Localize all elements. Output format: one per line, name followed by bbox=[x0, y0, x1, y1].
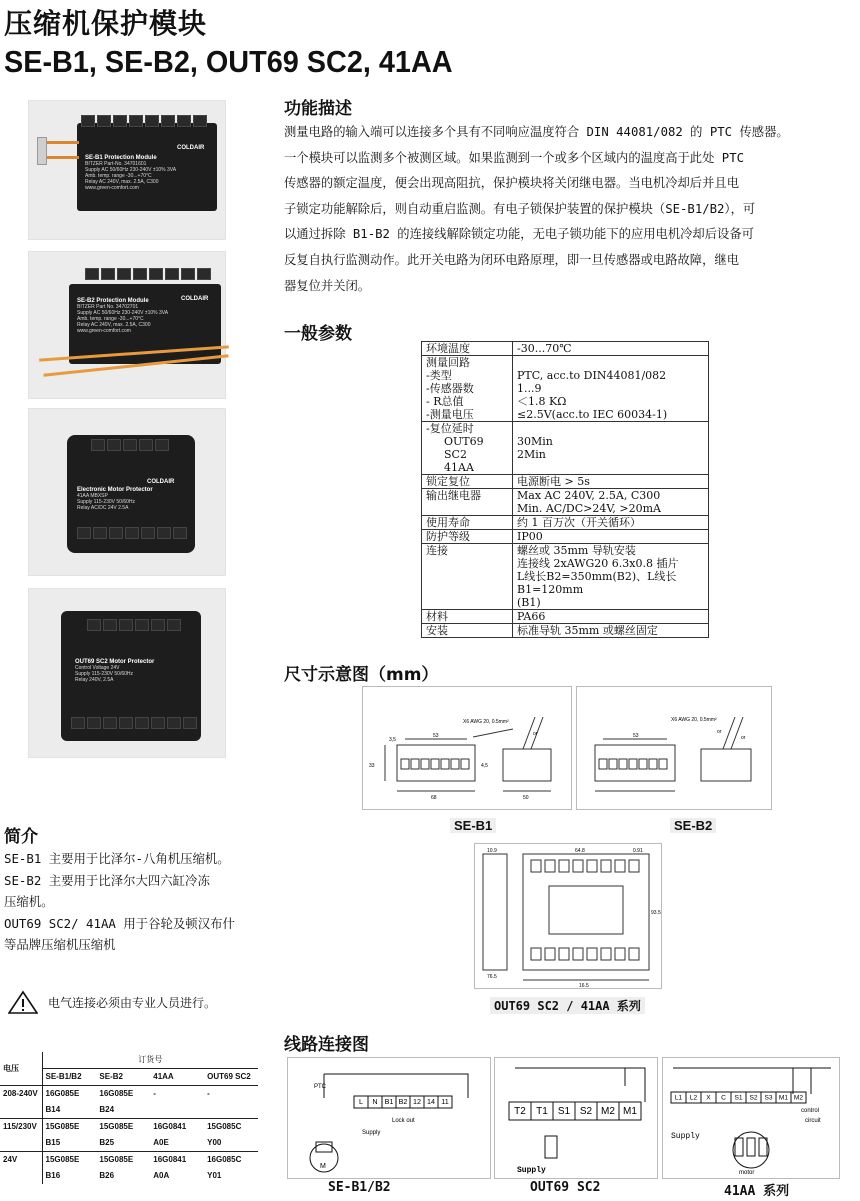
function-line: 子锁定功能解除后，则自动重启监测。有电子锁保护装置的保护模块（SE-B1/B2），可 bbox=[284, 201, 756, 216]
order-code: 16G085E B14 bbox=[42, 1086, 96, 1119]
brand-logo: COLDAIR bbox=[147, 479, 175, 485]
wire-label: motor bbox=[739, 1170, 755, 1176]
module-line: Supply 115-230V 50/60Hz bbox=[75, 671, 134, 677]
param-value bbox=[513, 342, 709, 356]
terminal-strip-bottom bbox=[71, 717, 197, 729]
param-key bbox=[422, 516, 513, 530]
module-line: 41AA MBXSP bbox=[77, 493, 108, 499]
col-header: 41AA bbox=[150, 1069, 204, 1086]
caption-wiring-out69: OUT69 SC2 bbox=[530, 1180, 601, 1195]
params-row bbox=[422, 530, 709, 544]
params-row bbox=[422, 356, 709, 422]
function-line: 一个模块可以监测多个被测区域。如果监测到一个或多个区域内的温度高于此处 PTC bbox=[284, 150, 745, 165]
terminal-label: 14 bbox=[427, 1097, 435, 1107]
wire-connector bbox=[37, 137, 47, 165]
module-label bbox=[77, 487, 153, 511]
wire-label: circuit bbox=[805, 1118, 821, 1124]
dim-drawing-se-b1 bbox=[362, 686, 572, 810]
photo-se-b2 bbox=[28, 251, 226, 399]
wiring-se-b1 bbox=[287, 1057, 491, 1179]
caption-se-b2: SE-B2 bbox=[670, 818, 716, 833]
terminal-label: L bbox=[359, 1097, 363, 1107]
order-code: 15G085C Y00 bbox=[204, 1119, 258, 1152]
params-row bbox=[422, 342, 709, 356]
dim-label: 53 bbox=[433, 733, 439, 739]
dim-label: 3,5 bbox=[389, 737, 396, 743]
order-header: 订货号 bbox=[138, 1055, 163, 1064]
module-body bbox=[77, 123, 217, 211]
param-key-line: 输出继电器 bbox=[426, 489, 481, 502]
order-code: 16G085C Y01 bbox=[204, 1152, 258, 1185]
intro-text bbox=[4, 848, 274, 956]
param-value-line bbox=[517, 356, 704, 369]
param-value-line: 1...9 bbox=[517, 382, 542, 395]
param-key bbox=[422, 624, 513, 638]
terminal-label: M1 bbox=[623, 1106, 637, 1118]
terminal-label: B1 bbox=[384, 1097, 394, 1107]
param-value-line: ≤2.5V(acc.to IEC 60034-1) bbox=[517, 408, 668, 421]
terminal-label: 12 bbox=[413, 1097, 421, 1107]
param-key bbox=[422, 610, 513, 624]
param-value-line: 连接线 2xAWG20 6.3x0.8 插片 bbox=[517, 557, 679, 570]
param-value bbox=[513, 475, 709, 489]
terminal-strip bbox=[85, 268, 211, 280]
param-key bbox=[422, 475, 513, 489]
col-header: OUT69 SC2 bbox=[204, 1069, 258, 1086]
dim-label: 0.91 bbox=[633, 848, 643, 854]
module-line: Supply AC 50/60Hz 230-240V ±10% 3VA bbox=[77, 310, 169, 316]
terminal-label: S1 bbox=[734, 1094, 743, 1102]
terminal-label: C bbox=[721, 1094, 726, 1102]
model-title: SE-B1, SE-B2, OUT69 SC2, 41AA bbox=[4, 44, 453, 79]
terminal-strip-top bbox=[91, 439, 169, 451]
param-value-line: 标准导轨 35mm 或螺丝固定 bbox=[517, 624, 658, 637]
dim-label: 76.5 bbox=[487, 974, 497, 980]
param-key-line: -测量电压 bbox=[426, 408, 474, 421]
function-line: 器复位并关闭。 bbox=[284, 278, 371, 293]
param-value-line: 2Min bbox=[517, 448, 546, 461]
dim-se-b2-svg bbox=[577, 687, 771, 809]
param-key-line: 安装 bbox=[426, 624, 448, 637]
col-header: SE-B2 bbox=[96, 1069, 150, 1086]
terminal-strip-bottom bbox=[77, 527, 187, 539]
wire-label: Supply bbox=[517, 1166, 546, 1175]
module-line: Amb. temp. range -30...+70°C bbox=[77, 316, 144, 322]
function-line: 测量电路的输入端可以连接多个具有不同响应温度符合 DIN 44081/082 的 PTC 传感器。 bbox=[284, 125, 789, 139]
param-value-line: ＜1.8 KΩ bbox=[517, 395, 567, 408]
order-code: - bbox=[204, 1086, 258, 1119]
wiring-heading: 线路连接图 bbox=[284, 1035, 369, 1055]
param-value-line: PA66 bbox=[517, 610, 546, 623]
dim-label: 64.8 bbox=[575, 848, 585, 854]
param-key bbox=[422, 530, 513, 544]
module-title: SE-B1 Protection Module bbox=[85, 155, 157, 161]
module-line: Relay AC/DC 24V 2.5A bbox=[77, 505, 129, 511]
module-url: www.green-comfort.com bbox=[85, 185, 139, 191]
module-label bbox=[85, 155, 176, 191]
params-row bbox=[422, 516, 709, 530]
wiring-se-b1-svg bbox=[288, 1058, 490, 1178]
param-value-line: PTC, acc.to DIN44081/082 bbox=[517, 369, 667, 382]
order-voltage: 115/230V bbox=[0, 1119, 42, 1152]
params-table bbox=[421, 341, 709, 638]
dim-label: 16.5 bbox=[579, 983, 589, 988]
terminal-label: M2 bbox=[793, 1094, 804, 1102]
params-row bbox=[422, 422, 709, 475]
param-key-line: 测量回路 bbox=[426, 356, 470, 369]
order-code: 15G085E B15 bbox=[42, 1119, 96, 1152]
module-title: Electronic Motor Protector bbox=[77, 487, 153, 493]
terminal-label: L1 bbox=[674, 1094, 683, 1102]
param-key-line: -传感器数 bbox=[426, 382, 474, 395]
terminal-label: B2 bbox=[398, 1097, 408, 1107]
dim-label: or bbox=[533, 731, 538, 737]
params-row bbox=[422, 544, 709, 610]
dim-label: 50 bbox=[523, 795, 529, 801]
param-value-line: 电源断电 > 5s bbox=[517, 475, 590, 488]
params-heading: 一般参数 bbox=[284, 324, 352, 344]
function-line: 传感器的额定温度，便会出现高阻抗，保护模块将关闭继电器。当电机冷却后并且电 bbox=[284, 176, 739, 191]
dim-label: X6 AWG 20, 0.5mm² bbox=[463, 719, 509, 725]
dim-label: or bbox=[717, 729, 722, 735]
wire-label: M bbox=[320, 1163, 326, 1170]
intro-line: SE-B1 主要用于比泽尔-八角机压缩机。 bbox=[4, 851, 230, 866]
module-label bbox=[75, 659, 154, 683]
function-description bbox=[284, 120, 856, 299]
param-key-line: - R总值 bbox=[426, 395, 464, 408]
dim-out69-svg bbox=[475, 844, 661, 988]
wiring-out69-svg bbox=[495, 1058, 657, 1178]
photo-41aa bbox=[28, 408, 226, 576]
caption-wiring-se-b1: SE-B1/B2 bbox=[328, 1180, 391, 1195]
caption-out69: OUT69 SC2 / 41AA 系列 bbox=[490, 997, 645, 1014]
order-voltage: 208-240V bbox=[0, 1086, 42, 1119]
dim-se-b1-svg bbox=[363, 687, 571, 809]
param-key-line: 连接 bbox=[426, 544, 448, 557]
param-value bbox=[513, 544, 709, 610]
order-code: 15G085E B25 bbox=[96, 1119, 150, 1152]
param-value-line: (B1) bbox=[517, 596, 541, 609]
param-value-line: L线长B2=350mm(B2)、L线长B1=120mm bbox=[517, 570, 677, 596]
order-row bbox=[0, 1119, 258, 1152]
intro-line: OUT69 SC2/ 41AA 用于谷轮及顿汉布什 bbox=[4, 915, 235, 931]
param-key-line: 环境温度 bbox=[426, 342, 470, 355]
photo-se-b1 bbox=[28, 100, 226, 240]
param-value bbox=[513, 489, 709, 516]
param-key-line: 41AA bbox=[444, 461, 474, 474]
dim-label: 10.9 bbox=[487, 848, 497, 854]
module-line: BITZER Part No. 34702701 bbox=[77, 304, 139, 310]
param-value-line: Min. AC/DC>24V, >20mA bbox=[517, 502, 661, 515]
module-line: Relay AC 240V, max. 2.5A, C300 bbox=[85, 179, 159, 185]
function-heading: 功能描述 bbox=[284, 99, 352, 119]
terminal-label: S2 bbox=[579, 1106, 593, 1118]
caption-se-b1: SE-B1 bbox=[450, 818, 496, 833]
module-title: SE-B2 Protection Module bbox=[77, 298, 149, 304]
module-line: Relay AC 240V, max. 2.5A, C300 bbox=[77, 322, 151, 328]
module-line: Control Voltage 24V bbox=[75, 665, 120, 671]
param-key-line: 材料 bbox=[426, 610, 448, 623]
param-value-line: IP00 bbox=[517, 530, 543, 543]
dim-label: 68 bbox=[431, 795, 437, 801]
param-key-line: OUT69 SC2 bbox=[444, 435, 484, 461]
voltage-header: 电压 bbox=[0, 1052, 42, 1086]
caption-wiring-41aa: 41AA 系列 bbox=[724, 1184, 790, 1199]
order-code: 16G0841 A0A bbox=[150, 1152, 204, 1185]
terminal-label: S1 bbox=[557, 1106, 571, 1118]
module-label bbox=[77, 298, 168, 334]
terminal-label: M2 bbox=[601, 1106, 615, 1118]
terminal-label: N bbox=[372, 1097, 378, 1107]
param-key bbox=[422, 356, 513, 422]
function-line: 反复自执行监测动作。此开关电路为闭环电路原理，即一旦传感器或电路故障，继电 bbox=[284, 252, 739, 267]
param-value-line: 约 1 百万次（开关循环） bbox=[517, 516, 641, 529]
terminal-label: T1 bbox=[536, 1106, 548, 1118]
param-key bbox=[422, 342, 513, 356]
param-key bbox=[422, 544, 513, 610]
module-line: Relay 240V, 2.5A bbox=[75, 677, 114, 683]
dim-label: 53 bbox=[633, 733, 639, 739]
intro-line: 等品牌压缩机压缩机 bbox=[4, 937, 116, 952]
order-code: 15G085E B26 bbox=[96, 1152, 150, 1185]
dim-label: 33 bbox=[369, 763, 375, 769]
warning-row bbox=[8, 990, 216, 1014]
order-table bbox=[0, 1052, 258, 1184]
order-code: 15G085E B16 bbox=[42, 1152, 96, 1185]
terminal-label: L2 bbox=[689, 1094, 698, 1102]
order-code: - bbox=[150, 1086, 204, 1119]
module-line: BITZER Part-No. 34701601 bbox=[85, 161, 147, 167]
params-row bbox=[422, 610, 709, 624]
dim-label: X6 AWG 20, 0.5mm² bbox=[671, 717, 717, 723]
param-value-line: Max AC 240V, 2.5A, C300 bbox=[517, 489, 661, 502]
dim-label: 4,5 bbox=[481, 763, 488, 769]
param-value-line: 30Min bbox=[517, 435, 553, 448]
intro-line: 压缩机。 bbox=[4, 894, 54, 909]
param-value bbox=[513, 610, 709, 624]
param-value bbox=[513, 422, 709, 475]
order-row bbox=[0, 1152, 258, 1185]
param-key-line: 使用寿命 bbox=[426, 516, 470, 529]
param-value bbox=[513, 624, 709, 638]
warning-icon bbox=[8, 990, 38, 1014]
function-line: 以通过拆除 B1-B2 的连接线解除锁定功能，无电子锁功能下的应用电机冷却后设备可 bbox=[284, 227, 754, 242]
dim-label: or bbox=[741, 735, 746, 741]
dim-drawing-se-b2 bbox=[576, 686, 772, 810]
wiring-out69 bbox=[494, 1057, 658, 1179]
param-key-line: 防护等级 bbox=[426, 530, 470, 543]
photo-out69 bbox=[28, 588, 226, 758]
param-key-line: 锁定复位 bbox=[426, 475, 470, 488]
col-header: SE-B1/B2 bbox=[42, 1069, 96, 1086]
param-value-line: 螺丝或 35mm 导轨安装 bbox=[517, 544, 636, 557]
param-key bbox=[422, 489, 513, 516]
param-value bbox=[513, 356, 709, 422]
param-value bbox=[513, 516, 709, 530]
terminal-strip bbox=[81, 115, 207, 127]
module-line: Supply 115-230V 50/60Hz bbox=[77, 499, 136, 505]
terminal-label: S2 bbox=[749, 1094, 758, 1102]
dim-label: 93.5 bbox=[651, 910, 661, 916]
terminal-label: 11 bbox=[441, 1097, 449, 1107]
param-value-line: -30...70℃ bbox=[517, 342, 572, 355]
wiring-41aa bbox=[662, 1057, 840, 1179]
param-key-line: -复位延时 bbox=[426, 422, 474, 435]
module-url: www.green-comfort.com bbox=[77, 328, 131, 334]
page-title: 压缩机保护模块 bbox=[4, 7, 208, 40]
wire-label: Supply bbox=[362, 1130, 381, 1136]
module-title: OUT69 SC2 Motor Protector bbox=[75, 659, 155, 665]
wire-label: control bbox=[801, 1108, 820, 1114]
order-row bbox=[0, 1086, 258, 1119]
dims-heading: 尺寸示意图（mm） bbox=[284, 665, 439, 685]
order-code: 16G085E B24 bbox=[96, 1086, 150, 1119]
intro-line: SE-B2 主要用于比泽尔大四六缸冷冻 bbox=[4, 872, 210, 888]
terminal-label: X bbox=[706, 1094, 711, 1102]
terminal-label: S3 bbox=[764, 1094, 773, 1102]
wire-label: Supply bbox=[671, 1132, 700, 1141]
module-line: Supply AC 50/60Hz 230-240V ±10% 3VA bbox=[85, 167, 177, 173]
wire-label: PTC bbox=[314, 1084, 326, 1090]
brand-logo: COLDAIR bbox=[181, 296, 209, 302]
warning-text: 电气连接必须由专业人员进行。 bbox=[48, 995, 217, 1010]
terminal-strip-top bbox=[87, 619, 181, 631]
wire-label: Lock out bbox=[392, 1118, 415, 1124]
order-code: 16G0841 A0E bbox=[150, 1119, 204, 1152]
brand-logo: COLDAIR bbox=[177, 145, 205, 151]
terminal-label: T2 bbox=[514, 1106, 526, 1118]
wiring-41aa-svg bbox=[663, 1058, 839, 1178]
param-key-line: -类型 bbox=[426, 369, 452, 382]
param-value-line bbox=[517, 422, 704, 435]
param-key bbox=[422, 422, 513, 475]
order-voltage: 24V bbox=[0, 1152, 42, 1185]
terminal-label: M1 bbox=[778, 1094, 789, 1102]
dim-drawing-out69 bbox=[474, 843, 662, 989]
param-value bbox=[513, 530, 709, 544]
module-line: Amb. temp. range -30...+70°C bbox=[85, 173, 152, 179]
params-row bbox=[422, 475, 709, 489]
params-row bbox=[422, 624, 709, 638]
intro-heading: 简介 bbox=[4, 827, 38, 847]
params-row bbox=[422, 489, 709, 516]
